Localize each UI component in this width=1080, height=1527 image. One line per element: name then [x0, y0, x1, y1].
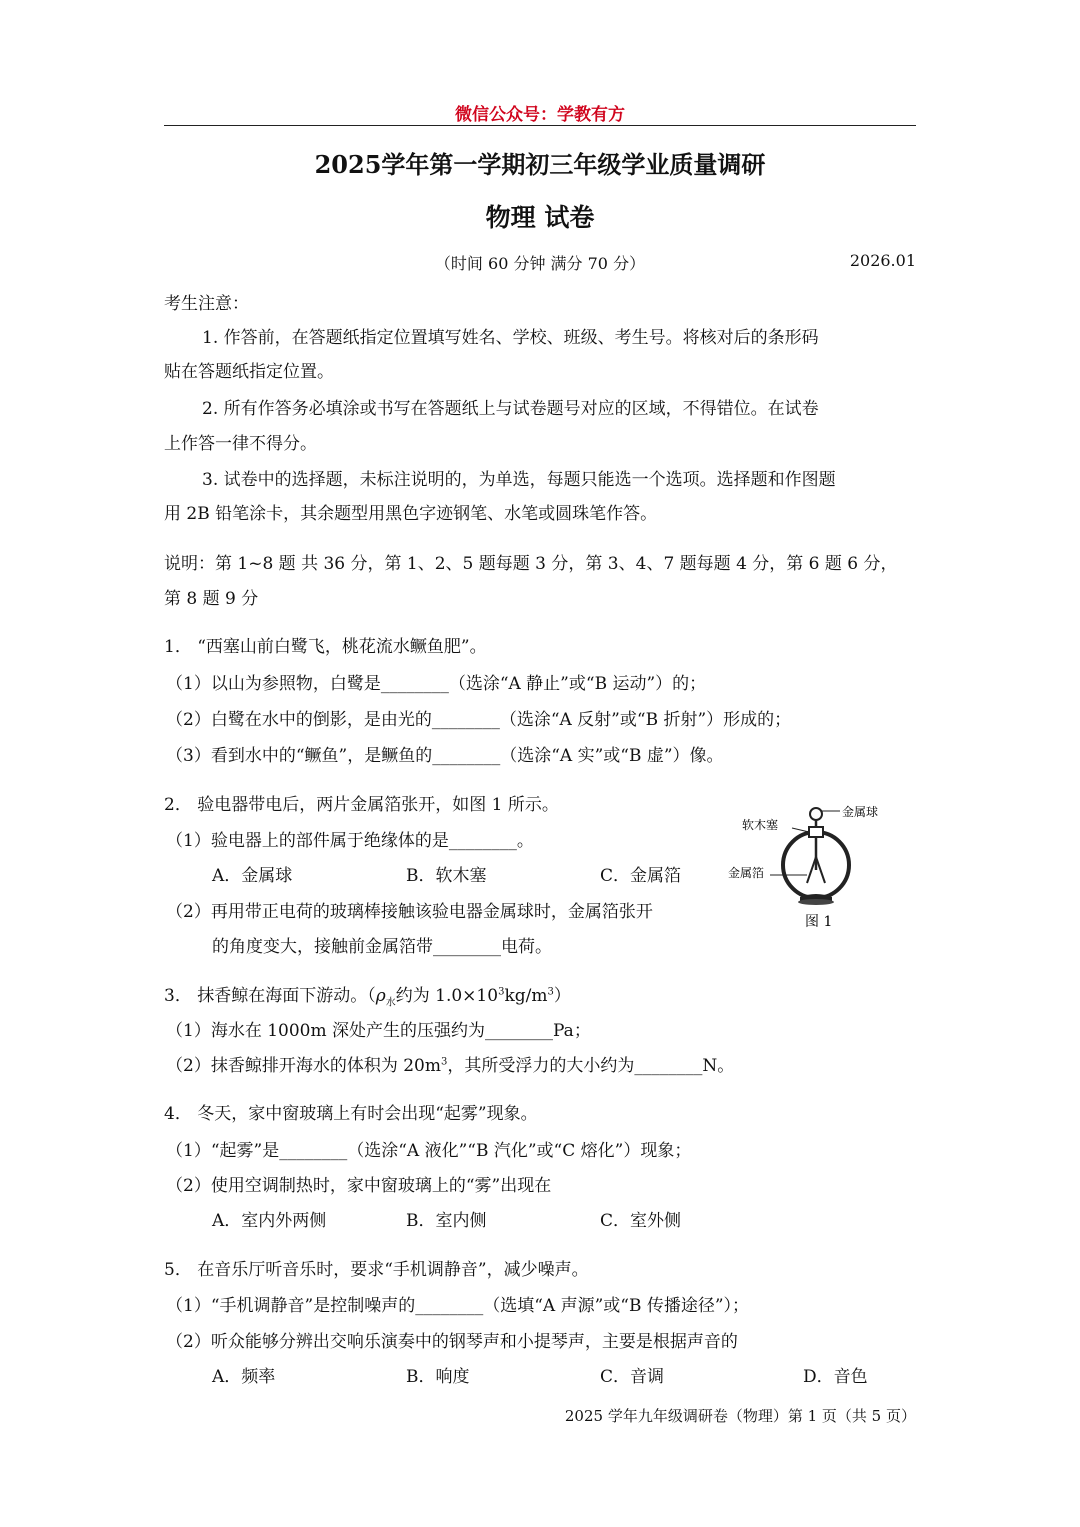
notice-item-3-line-1: 3. 试卷中的选择题，未标注说明的，为单选，每题只能选一个选项。选择题和作图题: [202, 470, 836, 490]
exam-subject: 物理 试卷: [485, 203, 595, 232]
q3-stem: [164, 981, 571, 1008]
q1-stem: 1． “西塞山前白鹭飞，桃花流水鳜鱼肥”。: [164, 637, 487, 657]
q5-part-1: （1）“手机调静音”是控制噪声的________（选填“A 声源”或“B 传播途径”）；: [166, 1296, 750, 1316]
q2-option-a: A．金属球: [212, 866, 293, 886]
exam-date: 2026.01: [849, 251, 916, 270]
page-footer: 2025 学年九年级调研卷（物理）第 1 页（共 5 页）: [564, 1407, 916, 1425]
notice-item-2-line-2: 上作答一律不得分。: [164, 434, 317, 454]
label-cork: 软木塞: [742, 818, 779, 832]
q1-part-2: （2）白鹭在水中的倒影，是由光的________（选涂“A 反射”或“B 折射”）形成的；: [166, 710, 792, 730]
q3-part-2-pre: （2）抹香鲸排开海水的体积为 20m: [166, 1056, 441, 1076]
q3-part-2: [166, 1051, 734, 1076]
q2-part-2-line-2: 的角度变大，接触前金属箔带________电荷。: [212, 937, 552, 957]
label-metal-ball: 金属球: [842, 805, 879, 819]
foil-left: [807, 857, 816, 883]
notice-heading: 考生注意：: [164, 294, 249, 314]
q2-part-2-line-1: （2）再用带正电荷的玻璃棒接触该验电器金属球时，金属箔张开: [166, 902, 653, 922]
q4-option-b: B．室内侧: [406, 1211, 487, 1231]
rho-symbol: ρ: [375, 986, 386, 1006]
q3-exponent: 3: [498, 986, 505, 998]
explain-line-2: 第 8 题 9 分: [164, 589, 259, 609]
metal-ball: [810, 808, 822, 820]
q4-part-1: （1）“起雾”是________（选涂“A 液化”“B 汽化”或“C 熔化”）现象；: [166, 1141, 692, 1161]
wechat-header-note: 微信公众号：学教有方: [455, 105, 625, 125]
q5-stem: 5． 在音乐厅听音乐时，要求“手机调静音”，减少噪声。: [164, 1260, 589, 1280]
q5-part-2: （2）听众能够分辨出交响乐演奏中的钢琴声和小提琴声，主要是根据声音的: [166, 1332, 738, 1352]
explain-line-1: 说明：第 1~8 题 共 36 分，第 1、2、5 题每题 3 分，第 3、4、7 题每题 4 分，第 6 题 6 分，: [164, 554, 898, 574]
electroscope-diagram: [708, 795, 898, 935]
figure-electroscope: [708, 795, 898, 935]
notice-item-1-line-1: 1. 作答前，在答题纸指定位置填写姓名、学校、班级、考生号。将核对后的条形码: [202, 328, 819, 348]
q3-stem-unit: kg/m: [504, 986, 548, 1006]
notice-item-3-line-2: 用 2B 铅笔涂卡，其余题型用黑色字迹钢笔、水笔或圆珠笔作答。: [164, 504, 658, 524]
q5-option-b: B．响度: [406, 1367, 470, 1387]
q5-option-d: D．音色: [803, 1367, 868, 1387]
exam-title: 2025学年第一学期初三年级学业质量调研: [314, 150, 766, 179]
notice-item-2-line-1: 2. 所有作答务必填涂或书写在答题纸上与试卷题号对应的区域，不得错位。在试卷: [202, 399, 819, 419]
q3-part-2-post: ，其所受浮力的大小约为________N。: [447, 1056, 735, 1076]
q3-stem-pre: 3． 抹香鲸在海面下游动。（: [164, 986, 376, 1006]
q4-stem: 4． 冬天，家中窗玻璃上有时会出现“起雾”现象。: [164, 1104, 538, 1124]
q3-unit-exponent: 3: [547, 986, 554, 998]
q5-option-a: A．频率: [212, 1367, 276, 1387]
q3-stem-post: ）: [553, 986, 571, 1006]
exam-time-info: （时间 60 分钟 满分 70 分）: [434, 254, 646, 273]
foil-right: [816, 857, 825, 883]
q3-part-2-exponent: 3: [440, 1056, 448, 1068]
q3-stem-mid: 约为 1.0×10: [395, 986, 499, 1006]
figure-caption: 图 1: [805, 914, 833, 930]
q4-part-2: （2）使用空调制热时，家中窗玻璃上的“雾”出现在: [166, 1176, 552, 1196]
rho-subscript: 水: [385, 997, 396, 1009]
cork: [809, 827, 823, 837]
notice-item-1-line-2: 贴在答题纸指定位置。: [164, 362, 334, 382]
q1-part-1: （1）以山为参照物，白鹭是________（选涂“A 静止”或“B 运动”）的；: [166, 674, 707, 694]
q2-option-b: B．软木塞: [406, 866, 487, 886]
q5-option-c: C．音调: [600, 1367, 665, 1387]
q1-part-3: （3）看到水中的“鳜鱼”，是鳜鱼的________（选涂“A 实”或“B 虚”）像。: [166, 746, 724, 766]
q3-part-1: （1）海水在 1000m 深处产生的压强约为________Pa；: [166, 1021, 591, 1041]
q2-stem: 2． 验电器带电后，两片金属箔张开，如图 1 所示。: [164, 795, 559, 815]
label-metal-foil: 金属箔: [728, 866, 765, 880]
q2-part-1: （1）验电器上的部件属于绝缘体的是________。: [166, 831, 534, 851]
header-divider: [164, 125, 916, 126]
q2-option-c: C．金属箔: [600, 866, 682, 886]
q4-option-a: A．室内外两侧: [212, 1211, 327, 1231]
q4-option-c: C．室外侧: [600, 1211, 682, 1231]
